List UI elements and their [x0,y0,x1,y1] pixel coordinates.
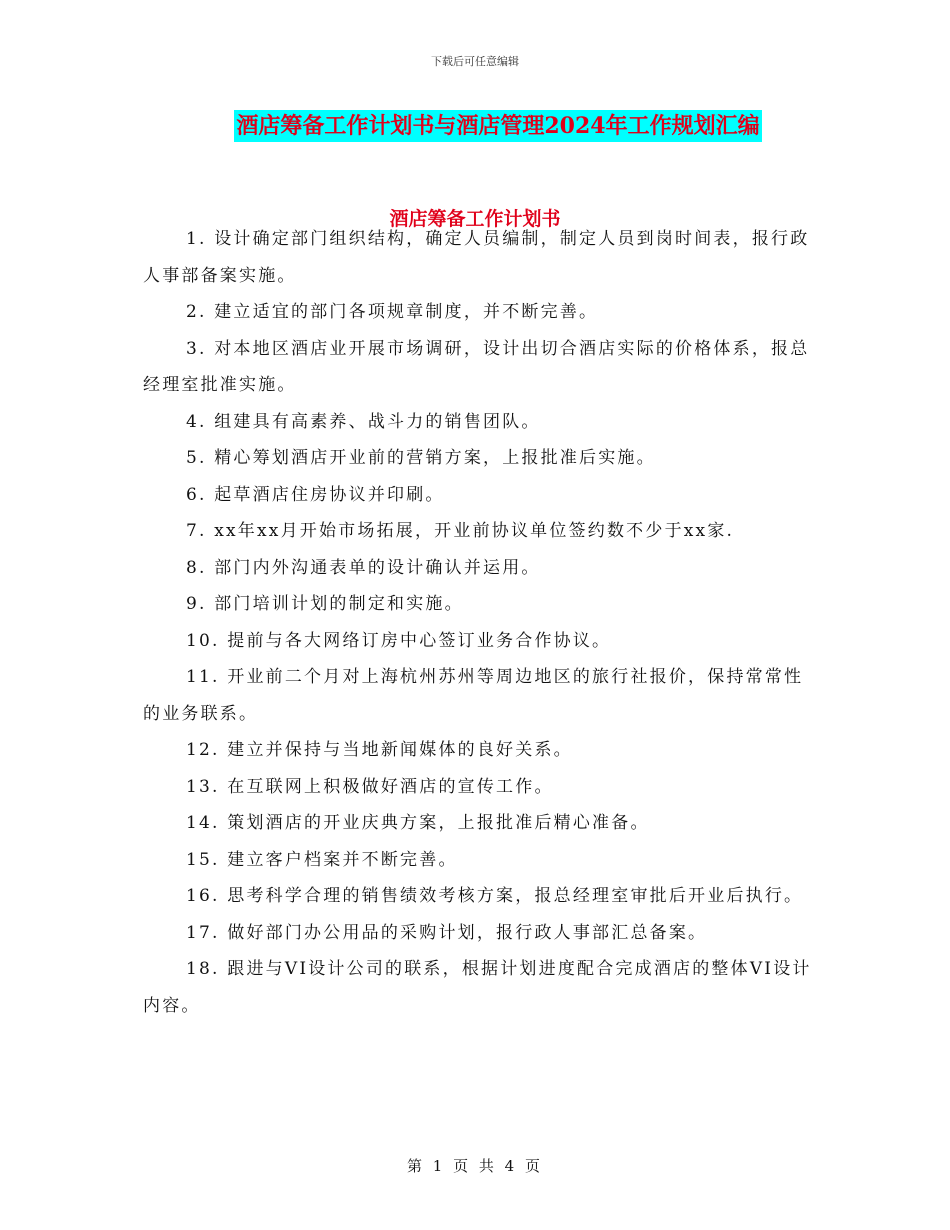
list-item: 15. 建立客户档案并不断完善。 [186,849,458,870]
list-item: 14. 策划酒店的开业庆典方案，上报批准后精心准备。 [186,813,650,833]
list-item: 6. 起草酒店住房协议并印刷。 [186,484,445,505]
section-title: 酒店筹备工作计划书 [389,208,561,230]
document-body [143,221,815,1024]
list-item: 12. 建立并保持与当地新闻媒体的良好关系。 [186,740,573,760]
list-item: 8. 部门内外沟通表单的设计确认并运用。 [186,557,541,578]
list-item: 1. 设计确定部门组织结构，确定人员编制，制定人员到岗时间表，报行政人事部备案实施。 [143,229,810,286]
list-item: 18. 跟进与VI设计公司的联系，根据计划进度配合完成酒店的整体VI设计内容。 [143,959,812,1016]
list-item: 17. 做好部门办公用品的采购计划，报行政人事部汇总备案。 [186,922,708,943]
list-item: 2. 建立适宜的部门各项规章制度，并不断完善。 [186,302,599,322]
list-item: 7. xx年xx月开始市场拓展，开业前协议单位签约数不少于xx家. [186,521,735,541]
header-note: 下载后可任意编辑 [431,55,519,68]
list-item: 5. 精心筹划酒店开业前的营销方案，上报批准后实施。 [186,448,656,468]
list-item: 10. 提前与各大网络订房中心签订业务合作协议。 [186,630,612,651]
list-item: 4. 组建具有高素养、战斗力的销售团队。 [186,411,541,432]
main-title-container [0,110,950,142]
list-item: 3. 对本地区酒店业开展市场调研，设计出切合酒店实际的价格体系，报总经理室批准实施。 [143,338,810,395]
list-item: 9. 部门培训计划的制定和实施。 [186,594,464,614]
list-item: 11. 开业前二个月对上海杭州苏州等周边地区的旅行社报价，保持常常性的业务联系。 [143,667,804,724]
list-item: 16. 思考科学合理的销售绩效考核方案，报总经理室审批后开业后执行。 [186,886,804,906]
main-title: 酒店筹备工作计划书与酒店管理2024年工作规划汇编 [234,110,761,142]
list-item: 13. 在互联网上积极做好酒店的宣传工作。 [186,776,554,797]
page-number: 第 1 页 共 4 页 [407,1157,543,1175]
